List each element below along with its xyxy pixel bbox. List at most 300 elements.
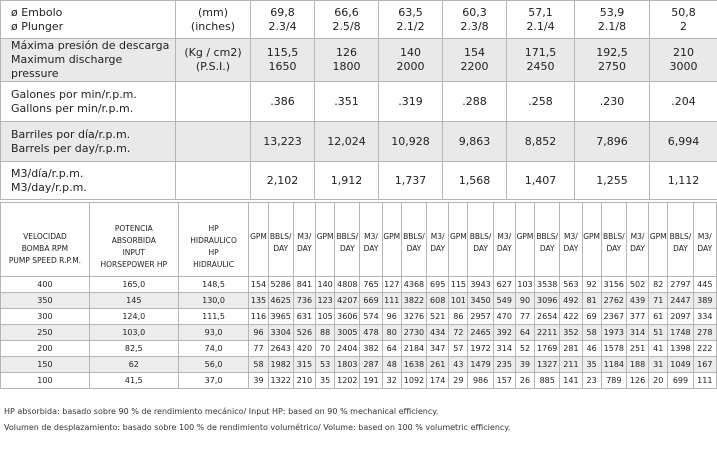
bbls-day-cell: 2643 bbox=[268, 341, 293, 357]
spec-value bbox=[575, 1, 650, 39]
spec-value: .258 bbox=[507, 82, 575, 122]
bbls-day-cell: 3304 bbox=[268, 325, 293, 341]
m3-day-cell: 174 bbox=[427, 373, 449, 389]
bbls-day-cell: 2730 bbox=[401, 325, 426, 341]
spec-label-en: M3/day/r.p.m. bbox=[11, 180, 87, 194]
header-bbls-day bbox=[268, 203, 293, 277]
spec-unit-imperial: (inches) bbox=[190, 19, 236, 33]
gpm-cell: 81 bbox=[582, 293, 601, 309]
m3-day-cell: 389 bbox=[693, 293, 716, 309]
header-line: BBLS/ bbox=[269, 232, 292, 241]
m3-day-cell: 111 bbox=[693, 373, 716, 389]
m3-day-cell: 352 bbox=[560, 325, 582, 341]
header-line: DAY bbox=[363, 244, 379, 253]
spec-unit bbox=[176, 122, 251, 162]
m3-day-cell: 526 bbox=[293, 325, 315, 341]
header-line: DAY bbox=[297, 244, 312, 253]
header-line: PUMP SPEED R.P.M. bbox=[8, 256, 82, 265]
gpm-cell: 58 bbox=[249, 357, 268, 373]
performance-row bbox=[1, 309, 717, 325]
spec-value-imperial: 1650 bbox=[268, 60, 297, 73]
spec-label-es: Galones por min/r.p.m. bbox=[11, 87, 137, 101]
spec-value-imperial: 2750 bbox=[598, 60, 626, 73]
input-hp-cell: 103,0 bbox=[89, 325, 178, 341]
header-line: HIDRAULIC bbox=[193, 260, 234, 269]
spec-unit-imperial: (P.S.I.) bbox=[195, 60, 231, 73]
header-bbls-day bbox=[401, 203, 426, 277]
input-hp-cell: 62 bbox=[89, 357, 178, 373]
gpm-cell: 26 bbox=[515, 373, 534, 389]
m3-day-cell: 210 bbox=[293, 373, 315, 389]
spec-value-imperial: 2.3/4 bbox=[268, 19, 297, 33]
header-m3-day bbox=[693, 203, 716, 277]
bbls-day-cell: 1578 bbox=[601, 341, 626, 357]
m3-day-cell: 222 bbox=[693, 341, 716, 357]
spec-value bbox=[575, 39, 650, 82]
header-line: DAY bbox=[273, 244, 289, 253]
m3-day-cell: 251 bbox=[626, 341, 648, 357]
spec-value: 10,928 bbox=[379, 122, 443, 162]
footnotes bbox=[4, 406, 704, 438]
m3-day-cell: 278 bbox=[693, 325, 716, 341]
header-gpm: GPM bbox=[249, 203, 268, 277]
header-line: DAY bbox=[697, 244, 713, 253]
spec-value-metric: 126 bbox=[336, 46, 357, 59]
header-line: HP bbox=[208, 248, 219, 257]
input-hp-cell: 41,5 bbox=[89, 373, 178, 389]
header-line: DAY bbox=[496, 244, 512, 253]
spec-unit bbox=[176, 82, 251, 122]
m3-day-cell: 287 bbox=[360, 357, 382, 373]
header-m3-day bbox=[493, 203, 515, 277]
header-line: DAY bbox=[539, 244, 555, 253]
bbls-day-cell: 2211 bbox=[535, 325, 560, 341]
spec-label-en: Barrels per day/r.p.m. bbox=[11, 141, 131, 155]
gpm-cell: 80 bbox=[382, 325, 401, 341]
header-line: BBLS/ bbox=[403, 232, 425, 241]
header-line: DAY bbox=[430, 244, 446, 253]
bbls-day-cell: 3450 bbox=[468, 293, 493, 309]
m3-day-cell: 314 bbox=[493, 341, 515, 357]
bbls-day-cell: 3096 bbox=[535, 293, 560, 309]
gpm-cell: 39 bbox=[249, 373, 268, 389]
m3-day-cell: 695 bbox=[427, 277, 449, 293]
m3-day-cell: 669 bbox=[360, 293, 382, 309]
gpm-cell: 29 bbox=[449, 373, 468, 389]
bbls-day-cell: 2654 bbox=[535, 309, 560, 325]
bbls-day-cell: 1184 bbox=[601, 357, 626, 373]
spec-value-metric: 69,8 bbox=[270, 5, 295, 19]
gpm-cell: 35 bbox=[582, 357, 601, 373]
m3-day-cell: 377 bbox=[626, 309, 648, 325]
spec-row bbox=[1, 1, 717, 39]
header-line: HP bbox=[208, 224, 219, 233]
bbls-day-cell: 5286 bbox=[268, 277, 293, 293]
bbls-day-cell: 1638 bbox=[401, 357, 426, 373]
m3-day-cell: 392 bbox=[493, 325, 515, 341]
bbls-day-cell: 1982 bbox=[268, 357, 293, 373]
header-line: M3/ bbox=[564, 232, 578, 241]
spec-value: 13,223 bbox=[251, 122, 315, 162]
bbls-day-cell: 4207 bbox=[335, 293, 360, 309]
note-volumetric-efficiency: Volumen de desplazamiento: basado sobre 100 % de rendimiento volumétrico/ Volume: based on 100 % volumetric efficiency. bbox=[4, 423, 511, 432]
m3-day-cell: 211 bbox=[560, 357, 582, 373]
gpm-cell: 90 bbox=[515, 293, 534, 309]
spec-row bbox=[1, 39, 717, 82]
header-line: DAY bbox=[606, 244, 622, 253]
spec-label-en: Maximum discharge pressure bbox=[11, 53, 123, 80]
gpm-cell: 64 bbox=[515, 325, 534, 341]
header-line: BBLS/ bbox=[336, 232, 359, 241]
spec-value-imperial: 2.3/8 bbox=[460, 19, 489, 33]
spec-value bbox=[443, 39, 507, 82]
pump-speed-cell: 200 bbox=[1, 341, 90, 357]
header-line: DAY bbox=[339, 244, 355, 253]
m3-day-cell: 549 bbox=[493, 293, 515, 309]
spec-value-metric: 50,8 bbox=[671, 5, 696, 19]
gpm-cell: 154 bbox=[249, 277, 268, 293]
m3-day-cell: 478 bbox=[360, 325, 382, 341]
gpm-cell: 123 bbox=[316, 293, 335, 309]
spec-value: 1,737 bbox=[379, 162, 443, 200]
spec-value: .204 bbox=[650, 82, 717, 122]
spec-value-imperial: 2 bbox=[680, 19, 687, 33]
bbls-day-cell: 789 bbox=[601, 373, 626, 389]
spec-unit bbox=[176, 39, 251, 82]
bbls-day-cell: 3606 bbox=[335, 309, 360, 325]
bbls-day-cell: 1092 bbox=[401, 373, 426, 389]
spec-value bbox=[251, 39, 315, 82]
gpm-cell: 64 bbox=[382, 341, 401, 357]
header-line: M3/ bbox=[364, 232, 378, 241]
header-pump-speed bbox=[1, 203, 90, 277]
header-line: DAY bbox=[473, 244, 488, 253]
performance-table bbox=[0, 202, 717, 389]
performance-header-row bbox=[1, 203, 717, 277]
spec-value: 1,112 bbox=[650, 162, 717, 200]
m3-day-cell: 841 bbox=[293, 277, 315, 293]
pump-speed-cell: 300 bbox=[1, 309, 90, 325]
pump-speed-cell: 150 bbox=[1, 357, 90, 373]
bbls-day-cell: 3965 bbox=[268, 309, 293, 325]
header-line: M3/ bbox=[630, 232, 645, 241]
m3-day-cell: 382 bbox=[360, 341, 382, 357]
bbls-day-cell: 2957 bbox=[468, 309, 493, 325]
spec-row bbox=[1, 122, 717, 162]
input-hp-cell: 145 bbox=[89, 293, 178, 309]
header-bbls-day bbox=[535, 203, 560, 277]
header-input-hp bbox=[89, 203, 178, 277]
bbls-day-cell: 1748 bbox=[668, 325, 693, 341]
spec-value bbox=[315, 39, 379, 82]
m3-day-cell: 563 bbox=[560, 277, 582, 293]
gpm-cell: 140 bbox=[316, 277, 335, 293]
gpm-cell: 32 bbox=[382, 373, 401, 389]
spec-value: 1,912 bbox=[315, 162, 379, 200]
header-line: M3/ bbox=[297, 232, 312, 241]
spec-value-metric: 154 bbox=[464, 46, 485, 59]
performance-row bbox=[1, 325, 717, 341]
gpm-cell: 53 bbox=[316, 357, 335, 373]
spec-label-es: M3/día/r.p.m. bbox=[11, 166, 84, 180]
header-m3-day bbox=[293, 203, 315, 277]
gpm-cell: 103 bbox=[515, 277, 534, 293]
spec-value-metric: 140 bbox=[400, 46, 421, 59]
bbls-day-cell: 3943 bbox=[468, 277, 493, 293]
bbls-day-cell: 2097 bbox=[668, 309, 693, 325]
bbls-day-cell: 3822 bbox=[401, 293, 426, 309]
spec-value: 1,255 bbox=[575, 162, 650, 200]
header-line: M3/ bbox=[430, 232, 445, 241]
spec-value: 6,994 bbox=[650, 122, 717, 162]
spec-value-imperial: 2.1/2 bbox=[396, 19, 425, 33]
header-line: INPUT bbox=[122, 248, 145, 257]
header-bbls-day bbox=[601, 203, 626, 277]
spec-value-imperial: 2450 bbox=[526, 60, 555, 73]
bbls-day-cell: 2762 bbox=[601, 293, 626, 309]
spec-value: .230 bbox=[575, 82, 650, 122]
m3-day-cell: 235 bbox=[493, 357, 515, 373]
spec-value: .386 bbox=[251, 82, 315, 122]
bbls-day-cell: 1972 bbox=[468, 341, 493, 357]
m3-day-cell: 470 bbox=[493, 309, 515, 325]
bbls-day-cell: 3276 bbox=[401, 309, 426, 325]
bbls-day-cell: 885 bbox=[535, 373, 560, 389]
spec-value bbox=[650, 1, 717, 39]
header-line: HIDRAULICO bbox=[190, 236, 237, 245]
spec-label-en: Gallons per min/r.p.m. bbox=[11, 101, 134, 115]
gpm-cell: 52 bbox=[515, 341, 534, 357]
bbls-day-cell: 1973 bbox=[601, 325, 626, 341]
gpm-cell: 48 bbox=[382, 357, 401, 373]
m3-day-cell: 627 bbox=[493, 277, 515, 293]
header-gpm: GPM bbox=[449, 203, 468, 277]
spec-value: 1,407 bbox=[507, 162, 575, 200]
gpm-cell: 69 bbox=[582, 309, 601, 325]
spec-value: 1,568 bbox=[443, 162, 507, 200]
bbls-day-cell: 4808 bbox=[335, 277, 360, 293]
hydraulic-hp-cell: 74,0 bbox=[178, 341, 249, 357]
header-gpm: GPM bbox=[316, 203, 335, 277]
spec-value-imperial: 2000 bbox=[396, 60, 425, 73]
spec-value-metric: 192,5 bbox=[596, 46, 628, 59]
spec-label bbox=[1, 82, 176, 122]
hydraulic-hp-cell: 130,0 bbox=[178, 293, 249, 309]
m3-day-cell: 765 bbox=[360, 277, 382, 293]
bbls-day-cell: 1327 bbox=[535, 357, 560, 373]
m3-day-cell: 521 bbox=[427, 309, 449, 325]
hydraulic-hp-cell: 37,0 bbox=[178, 373, 249, 389]
bbls-day-cell: 1322 bbox=[268, 373, 293, 389]
spec-value-metric: 115,5 bbox=[266, 46, 299, 59]
spec-value-metric: 57,1 bbox=[528, 5, 553, 19]
gpm-cell: 111 bbox=[382, 293, 401, 309]
gpm-cell: 31 bbox=[649, 357, 668, 373]
header-line: POTENCIA bbox=[114, 224, 153, 233]
spec-label-es: Barriles por día/r.p.m. bbox=[11, 127, 131, 141]
gpm-cell: 58 bbox=[582, 325, 601, 341]
header-bbls-day bbox=[668, 203, 693, 277]
header-m3-day bbox=[560, 203, 582, 277]
m3-day-cell: 422 bbox=[560, 309, 582, 325]
spec-unit-metric: (Kg / cm2) bbox=[184, 46, 242, 59]
gpm-cell: 105 bbox=[316, 309, 335, 325]
pump-speed-cell: 100 bbox=[1, 373, 90, 389]
gpm-cell: 88 bbox=[316, 325, 335, 341]
gpm-cell: 127 bbox=[382, 277, 401, 293]
gpm-cell: 77 bbox=[515, 309, 534, 325]
performance-row bbox=[1, 341, 717, 357]
header-line: HORSEPOWER HP bbox=[100, 260, 168, 269]
spec-unit bbox=[176, 1, 251, 39]
m3-day-cell: 608 bbox=[427, 293, 449, 309]
m3-day-cell: 492 bbox=[560, 293, 582, 309]
spec-value: 12,024 bbox=[315, 122, 379, 162]
spec-label bbox=[1, 122, 176, 162]
spec-value bbox=[507, 39, 575, 82]
header-m3-day bbox=[626, 203, 648, 277]
spec-value-metric: 171,5 bbox=[524, 46, 557, 59]
header-line: DAY bbox=[406, 244, 422, 253]
gpm-cell: 23 bbox=[582, 373, 601, 389]
spec-label bbox=[1, 39, 176, 82]
header-line: DAY bbox=[630, 244, 645, 253]
spec-value-imperial: 3000 bbox=[669, 60, 698, 73]
header-line: BOMBA RPM bbox=[21, 244, 69, 253]
header-line: BBLS/ bbox=[669, 232, 692, 241]
pump-speed-cell: 250 bbox=[1, 325, 90, 341]
m3-day-cell: 502 bbox=[626, 277, 648, 293]
m3-day-cell: 314 bbox=[626, 325, 648, 341]
bbls-day-cell: 1049 bbox=[668, 357, 693, 373]
performance-row bbox=[1, 357, 717, 373]
spec-unit-metric: (mm) bbox=[197, 5, 228, 19]
m3-day-cell: 736 bbox=[293, 293, 315, 309]
gpm-cell: 77 bbox=[249, 341, 268, 357]
header-line: BBLS/ bbox=[602, 232, 625, 241]
bbls-day-cell: 2447 bbox=[668, 293, 693, 309]
header-line: VELOCIDAD bbox=[23, 232, 67, 241]
header-line: BBLS/ bbox=[469, 232, 492, 241]
m3-day-cell: 188 bbox=[626, 357, 648, 373]
gpm-cell: 70 bbox=[316, 341, 335, 357]
header-bbls-day bbox=[468, 203, 493, 277]
gpm-cell: 96 bbox=[382, 309, 401, 325]
spec-value-imperial: 2.1/4 bbox=[526, 19, 555, 33]
spec-value bbox=[251, 1, 315, 39]
spec-value-imperial: 2.5/8 bbox=[332, 19, 361, 33]
spec-value: 8,852 bbox=[507, 122, 575, 162]
spec-value: 9,863 bbox=[443, 122, 507, 162]
hydraulic-hp-cell: 56,0 bbox=[178, 357, 249, 373]
bbls-day-cell: 2465 bbox=[468, 325, 493, 341]
m3-day-cell: 167 bbox=[693, 357, 716, 373]
performance-row bbox=[1, 293, 717, 309]
header-gpm: GPM bbox=[649, 203, 668, 277]
m3-day-cell: 126 bbox=[626, 373, 648, 389]
bbls-day-cell: 2404 bbox=[335, 341, 360, 357]
spec-value-metric: 210 bbox=[673, 46, 694, 59]
gpm-cell: 35 bbox=[316, 373, 335, 389]
gpm-cell: 116 bbox=[249, 309, 268, 325]
gpm-cell: 96 bbox=[249, 325, 268, 341]
hydraulic-hp-cell: 93,0 bbox=[178, 325, 249, 341]
gpm-cell: 61 bbox=[649, 309, 668, 325]
bbls-day-cell: 4368 bbox=[401, 277, 426, 293]
bbls-day-cell: 1479 bbox=[468, 357, 493, 373]
header-bbls-day bbox=[335, 203, 360, 277]
spec-label-es: Máxima presión de descarga bbox=[11, 39, 170, 52]
spec-value bbox=[443, 1, 507, 39]
spec-row bbox=[1, 82, 717, 122]
spec-label-en: ø Plunger bbox=[11, 19, 64, 33]
bbls-day-cell: 986 bbox=[468, 373, 493, 389]
header-line: M3/ bbox=[497, 232, 512, 241]
spec-value-metric: 63,5 bbox=[398, 5, 423, 19]
spec-value: .351 bbox=[315, 82, 379, 122]
spec-value bbox=[379, 39, 443, 82]
m3-day-cell: 434 bbox=[427, 325, 449, 341]
header-gpm: GPM bbox=[515, 203, 534, 277]
gpm-cell: 20 bbox=[649, 373, 668, 389]
gpm-cell: 41 bbox=[649, 341, 668, 357]
m3-day-cell: 141 bbox=[560, 373, 582, 389]
spec-value bbox=[650, 39, 717, 82]
bbls-day-cell: 3538 bbox=[535, 277, 560, 293]
m3-day-cell: 334 bbox=[693, 309, 716, 325]
spec-value: .319 bbox=[379, 82, 443, 122]
gpm-cell: 51 bbox=[649, 325, 668, 341]
header-gpm: GPM bbox=[382, 203, 401, 277]
bbls-day-cell: 2797 bbox=[668, 277, 693, 293]
gpm-cell: 39 bbox=[515, 357, 534, 373]
spec-value-imperial: 1800 bbox=[332, 60, 361, 73]
spec-value-metric: 53,9 bbox=[599, 5, 625, 19]
spec-value-imperial: 2200 bbox=[460, 60, 489, 73]
header-m3-day bbox=[360, 203, 382, 277]
spec-label bbox=[1, 1, 176, 39]
header-line: DAY bbox=[673, 244, 688, 253]
gpm-cell: 72 bbox=[449, 325, 468, 341]
spec-value bbox=[315, 1, 379, 39]
pump-speed-cell: 400 bbox=[1, 277, 90, 293]
bbls-day-cell: 2367 bbox=[601, 309, 626, 325]
gpm-cell: 71 bbox=[649, 293, 668, 309]
bbls-day-cell: 1202 bbox=[335, 373, 360, 389]
m3-day-cell: 574 bbox=[360, 309, 382, 325]
input-hp-cell: 165,0 bbox=[89, 277, 178, 293]
gpm-cell: 82 bbox=[649, 277, 668, 293]
gpm-cell: 57 bbox=[449, 341, 468, 357]
pump-speed-cell: 350 bbox=[1, 293, 90, 309]
bbls-day-cell: 2184 bbox=[401, 341, 426, 357]
spec-value: .288 bbox=[443, 82, 507, 122]
m3-day-cell: 315 bbox=[293, 357, 315, 373]
spec-value: 2,102 bbox=[251, 162, 315, 200]
header-gpm: GPM bbox=[582, 203, 601, 277]
header-line: ABSORBIDA bbox=[111, 236, 156, 245]
gpm-cell: 86 bbox=[449, 309, 468, 325]
performance-row bbox=[1, 373, 717, 389]
spec-value: 7,896 bbox=[575, 122, 650, 162]
spec-unit bbox=[176, 162, 251, 200]
spec-label bbox=[1, 162, 176, 200]
gpm-cell: 46 bbox=[582, 341, 601, 357]
bbls-day-cell: 1803 bbox=[335, 357, 360, 373]
gpm-cell: 101 bbox=[449, 293, 468, 309]
spec-value bbox=[507, 1, 575, 39]
gpm-cell: 135 bbox=[249, 293, 268, 309]
